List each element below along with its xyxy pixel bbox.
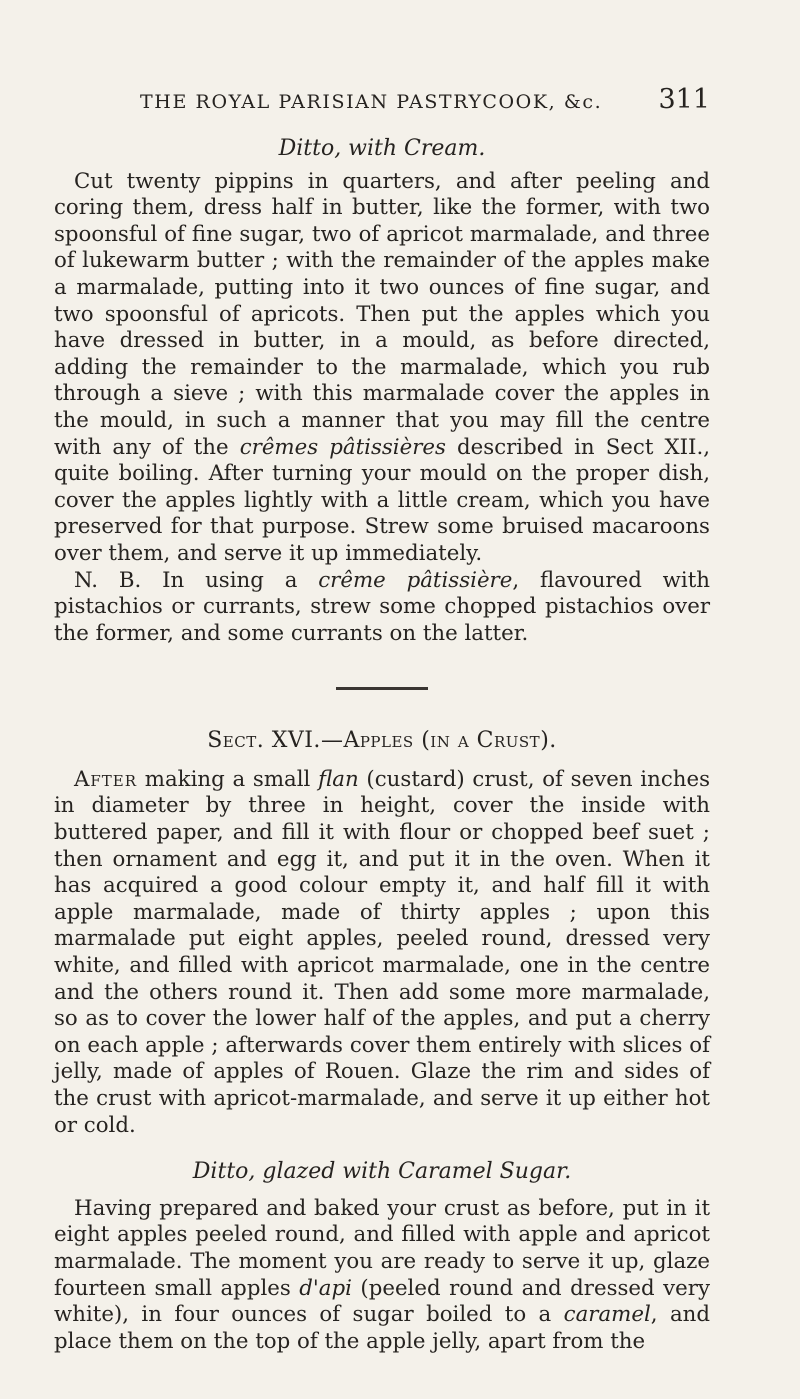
lead-word: After (74, 766, 138, 792)
section-divider (336, 687, 428, 690)
paragraph: After making a small flan (custard) crust, of seven inches in diameter by three in height, cover the inside with buttered paper, and fill it with flour or chopped beef suet ; then ornament and egg it, and put it in the oven. When it has acquired a good colour empty it, and half fill it with apple marmalade, made of thirty apples ; upon this marmalade put eight apples, peeled round, dressed very white, and filled with apricot marmalade, one in the centre and the others round it. Then add some more marmalade, so as to cover the lower half of the apples, and put a cherry on each apple ; afterwards cover them entirely with slices of jelly, made of apples of Rouen. Glaze the rim and sides of the crust with apricot-marmalade, and serve it up either hot or cold. (54, 766, 710, 1138)
section-heading: Sect. XVI.—Apples (in a Crust). (207, 728, 557, 754)
running-title: THE ROYAL PARISIAN PASTRYCOOK, &c. (140, 91, 603, 113)
recipe-title: Ditto, glazed with Caramel Sugar. (192, 1159, 572, 1185)
recipe-title: Ditto, with Cream. (278, 136, 486, 161)
note-paragraph: N. B. In using a crême pâtissière, flavoured with pistachios or currants, strew some chopped pistachios over the former, and some currants on the latter. (54, 567, 710, 646)
page-body (54, 130, 710, 1355)
paragraph: Having prepared and baked your crust as before, put in it eight apples peeled round, and filled with apple and apricot marmalade. The moment you are ready to serve it up, glaze fourteen small apples d'api (peeled round and dressed very white), in four ounces of sugar boiled to a caramel, and place them on the top of the apple jelly, apart from the (54, 1195, 710, 1354)
page-number: 311 (658, 84, 710, 115)
running-header (140, 84, 710, 115)
paragraph: Cut twenty pippins in quarters, and after peeling and coring them, dress half in butter, like the former, with two spoonsful of fine sugar, two of apricot marmalade, and three of lukewarm butter ; with the remainder of the apples make a marmalade, putting into it two ounces of fine sugar, and two spoonsful of apricots. Then put the apples which you have dressed in butter, in a mould, as before directed, adding the remainder to the marmalade, which you rub through a sieve ; with this marmalade cover the apples in the mould, in such a manner that you may fill the centre with any of the crêmes pâtissières described in Sect XII., quite boiling. After turning your mould on the proper dish, cover the apples lightly with a little cream, which you have preserved for that purpose. Strew some bruised macaroons over them, and serve it up immediately. (54, 168, 710, 566)
